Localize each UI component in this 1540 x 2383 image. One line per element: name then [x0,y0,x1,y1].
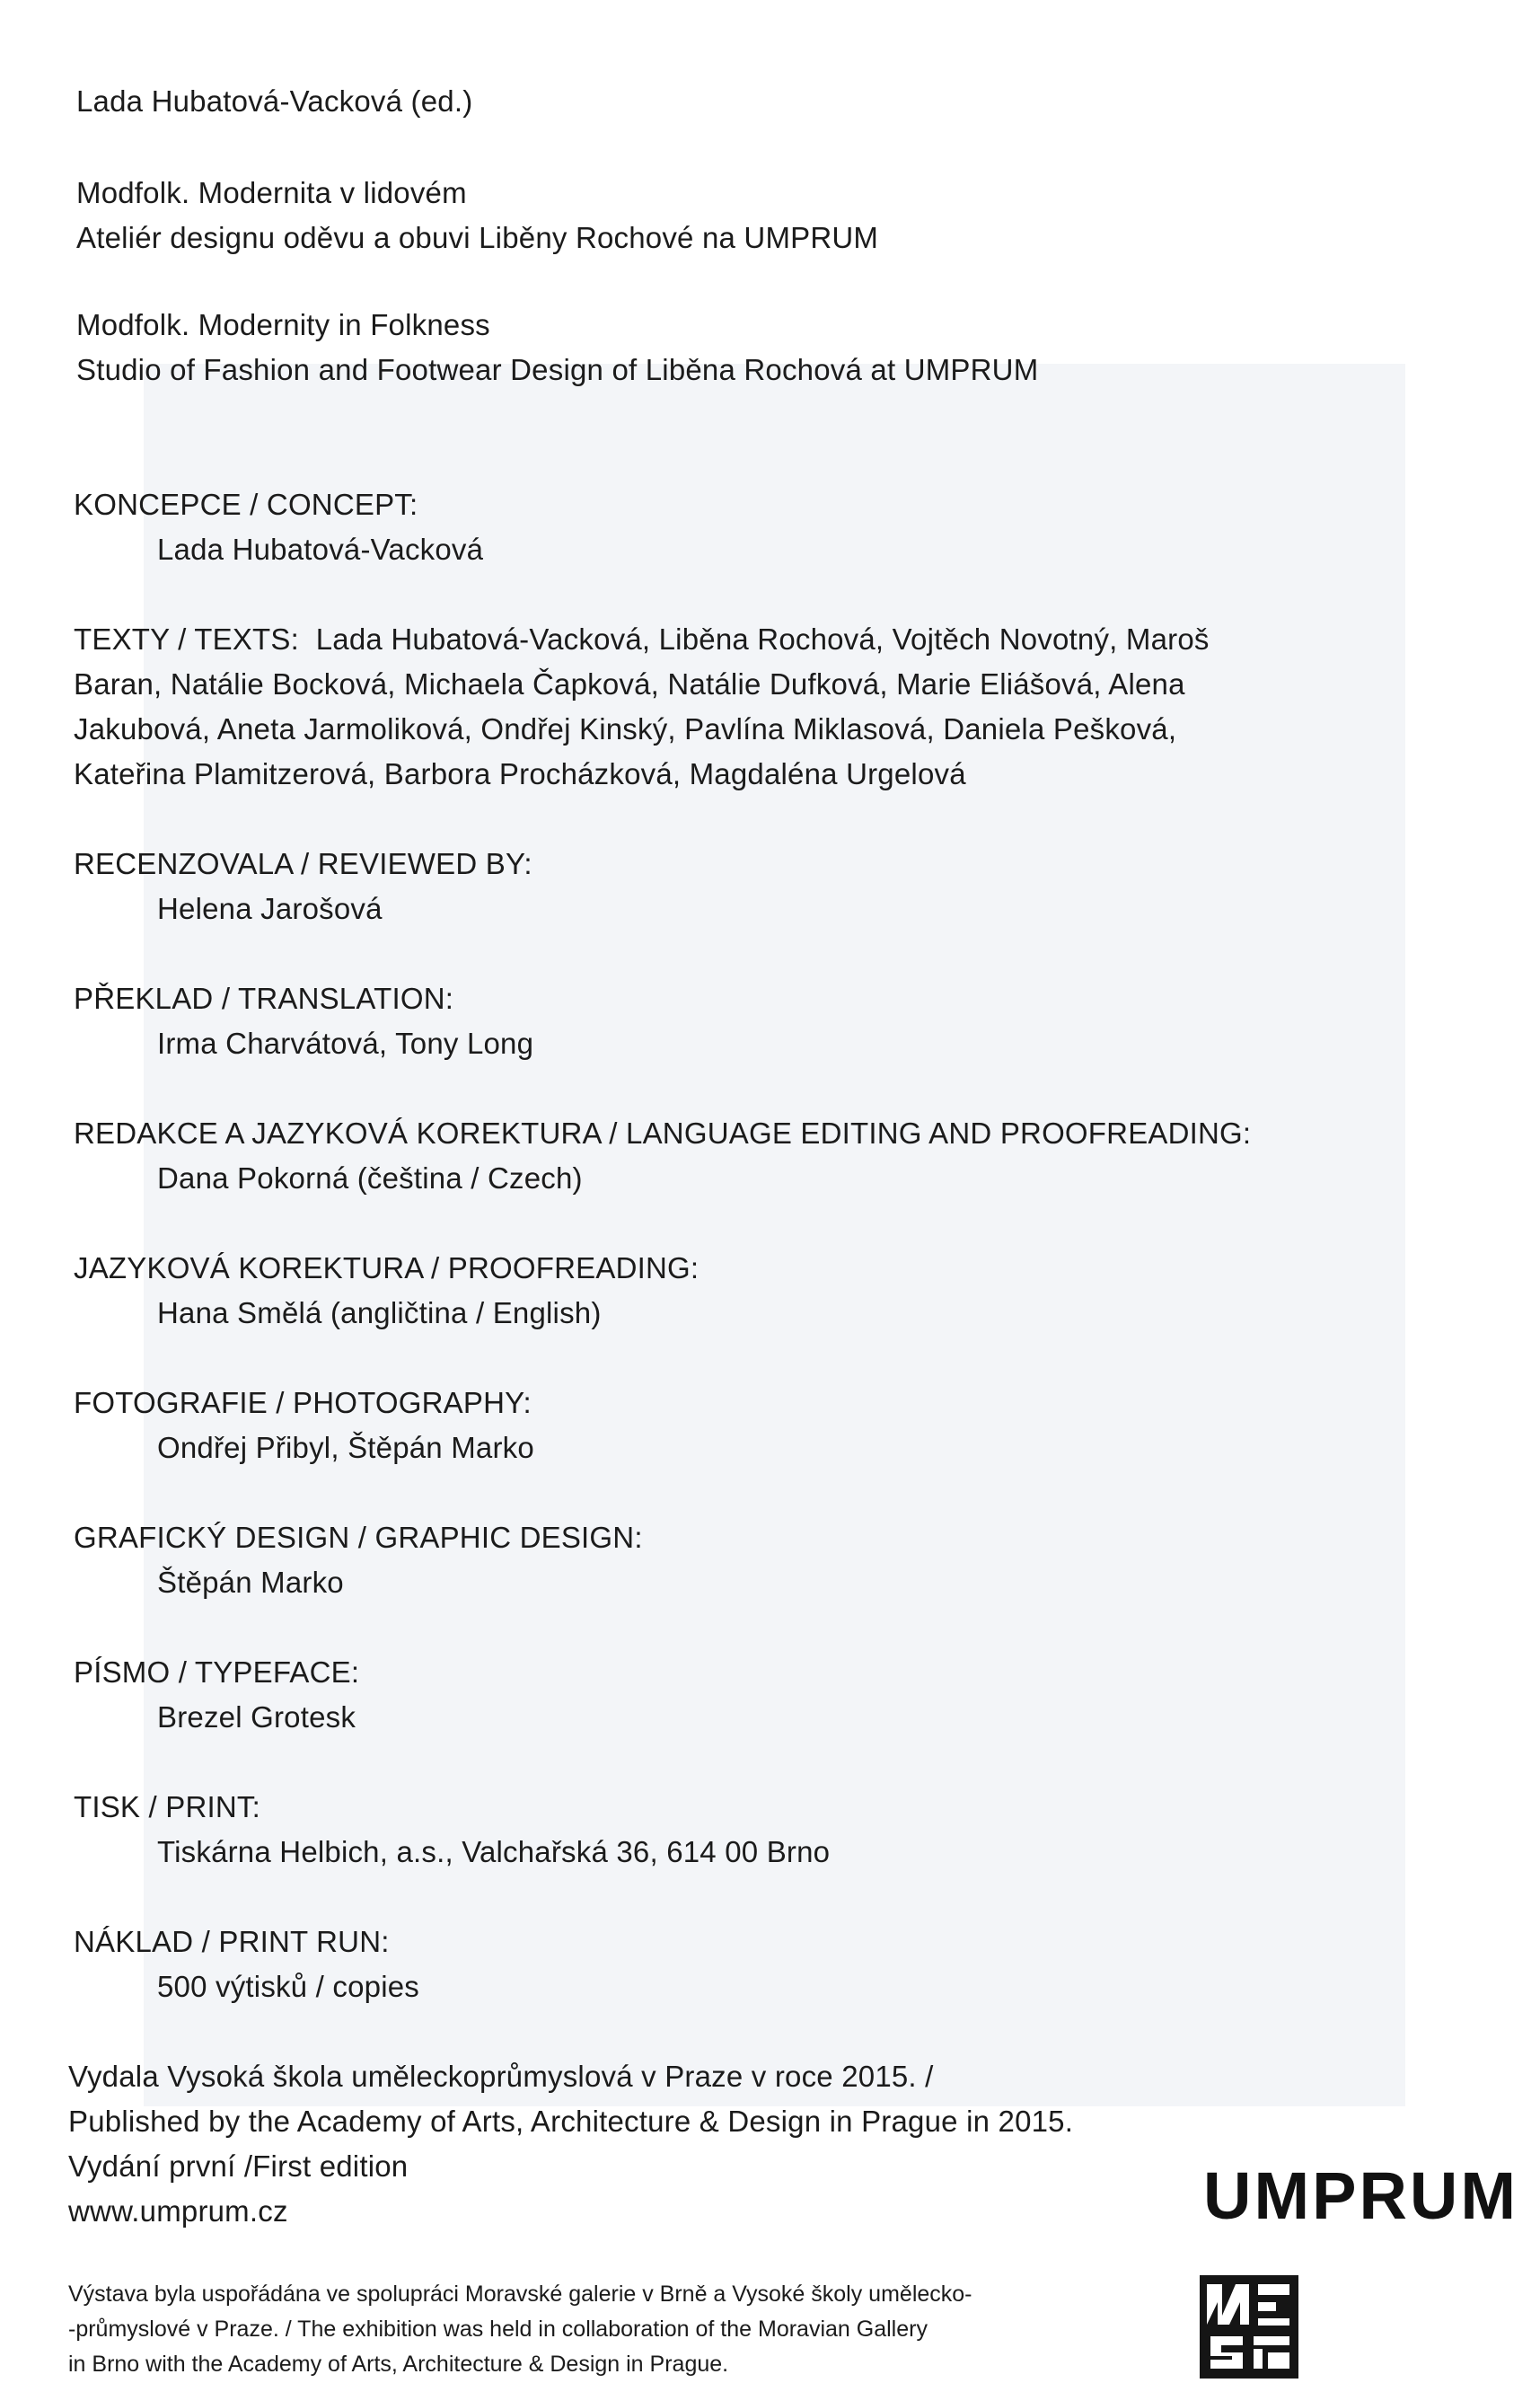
texts-authors-1: Lada Hubatová-Vacková, Liběna Rochová, Vojtěch Novotný, Maroš [315,622,1210,656]
texts-line-2: Baran, Natálie Bocková, Michaela Čapková, Natálie Dufková, Marie Eliášová, Alena [74,667,1185,701]
editor-line: Lada Hubatová-Vacková (ed.) [76,84,473,118]
credit-value-print-run: 500 výtisků / copies [157,1970,419,2003]
title-cz-line-2: Ateliér designu oděvu a obuvi Liběny Rochové na UMPRUM [76,221,879,254]
credit-label-translation: PŘEKLAD / TRANSLATION: [74,982,454,1015]
credit-value-reviewed: Helena Jarošová [157,892,383,925]
credit-label-typeface: PÍSMO / TYPEFACE: [74,1655,360,1689]
credit-label-print-run: NÁKLAD / PRINT RUN: [74,1925,390,1958]
website-link: www.umprum.cz [68,2194,288,2228]
texts-line-1 [74,617,1210,662]
credit-label-proofreading: JAZYKOVÁ KOREKTURA / PROOFREADING: [74,1251,700,1284]
credit-value-typeface: Brezel Grotesk [157,1700,356,1734]
exhibition-line-3: in Brno with the Academy of Arts, Architecture & Design in Prague. [68,2352,729,2377]
texts-line-4: Kateřina Plamitzerová, Barbora Procházková, Magdaléna Urgelová [74,757,966,790]
texts-label: TEXTY / TEXTS: [74,622,299,656]
credit-label-concept: KONCEPCE / CONCEPT: [74,488,418,521]
publication-line-2: Published by the Academy of Arts, Architecture & Design in Prague in 2015. [68,2105,1074,2138]
credit-value-graphic-design: Štěpán Marko [157,1566,344,1599]
credit-label-print: TISK / PRINT: [74,1790,260,1823]
credit-value-editing: Dana Pokorná (čeština / Czech) [157,1161,583,1195]
credit-value-concept: Lada Hubatová-Vacková [157,533,484,566]
title-en-line-1: Modfolk. Modernity in Folkness [76,308,490,341]
publication-line-3: Vydání první /First edition [68,2149,409,2183]
credit-label-reviewed: RECENZOVALA / REVIEWED BY: [74,847,532,880]
moravian-gallery-logo-icon [1200,2275,1298,2379]
credit-value-proofreading: Hana Smělá (angličtina / English) [157,1296,602,1329]
title-cz-line-1: Modfolk. Modernita v lidovém [76,176,467,209]
credit-label-graphic-design: GRAFICKÝ DESIGN / GRAPHIC DESIGN: [74,1521,643,1554]
umprum-logo: UMPRUM [1203,2158,1518,2233]
credit-value-photography: Ondřej Přibyl, Štěpán Marko [157,1431,534,1464]
texts-line-3: Jakubová, Aneta Jarmoliková, Ondřej Kinský, Pavlína Miklasová, Daniela Pešková, [74,712,1177,746]
exhibition-line-2: -průmyslové v Praze. / The exhibition was held in collaboration of the Moravian Gallery [68,2317,928,2342]
credit-label-editing: REDAKCE A JAZYKOVÁ KOREKTURA / LANGUAGE EDITING AND PROOFREADING: [74,1116,1252,1150]
credit-value-print: Tiskárna Helbich, a.s., Valchařská 36, 614 00 Brno [157,1835,831,1868]
credit-value-translation: Irma Charvátová, Tony Long [157,1027,534,1060]
credit-label-photography: FOTOGRAFIE / PHOTOGRAPHY: [74,1386,532,1419]
exhibition-line-1: Výstava byla uspořádána ve spolupráci Moravské galerie v Brně a Vysoké školy umělecko- [68,2282,972,2307]
publication-line-1: Vydala Vysoká škola uměleckoprůmyslová v Praze v roce 2015. / [68,2060,934,2093]
title-en-line-2: Studio of Fashion and Footwear Design of Liběna Rochová at UMPRUM [76,353,1039,386]
